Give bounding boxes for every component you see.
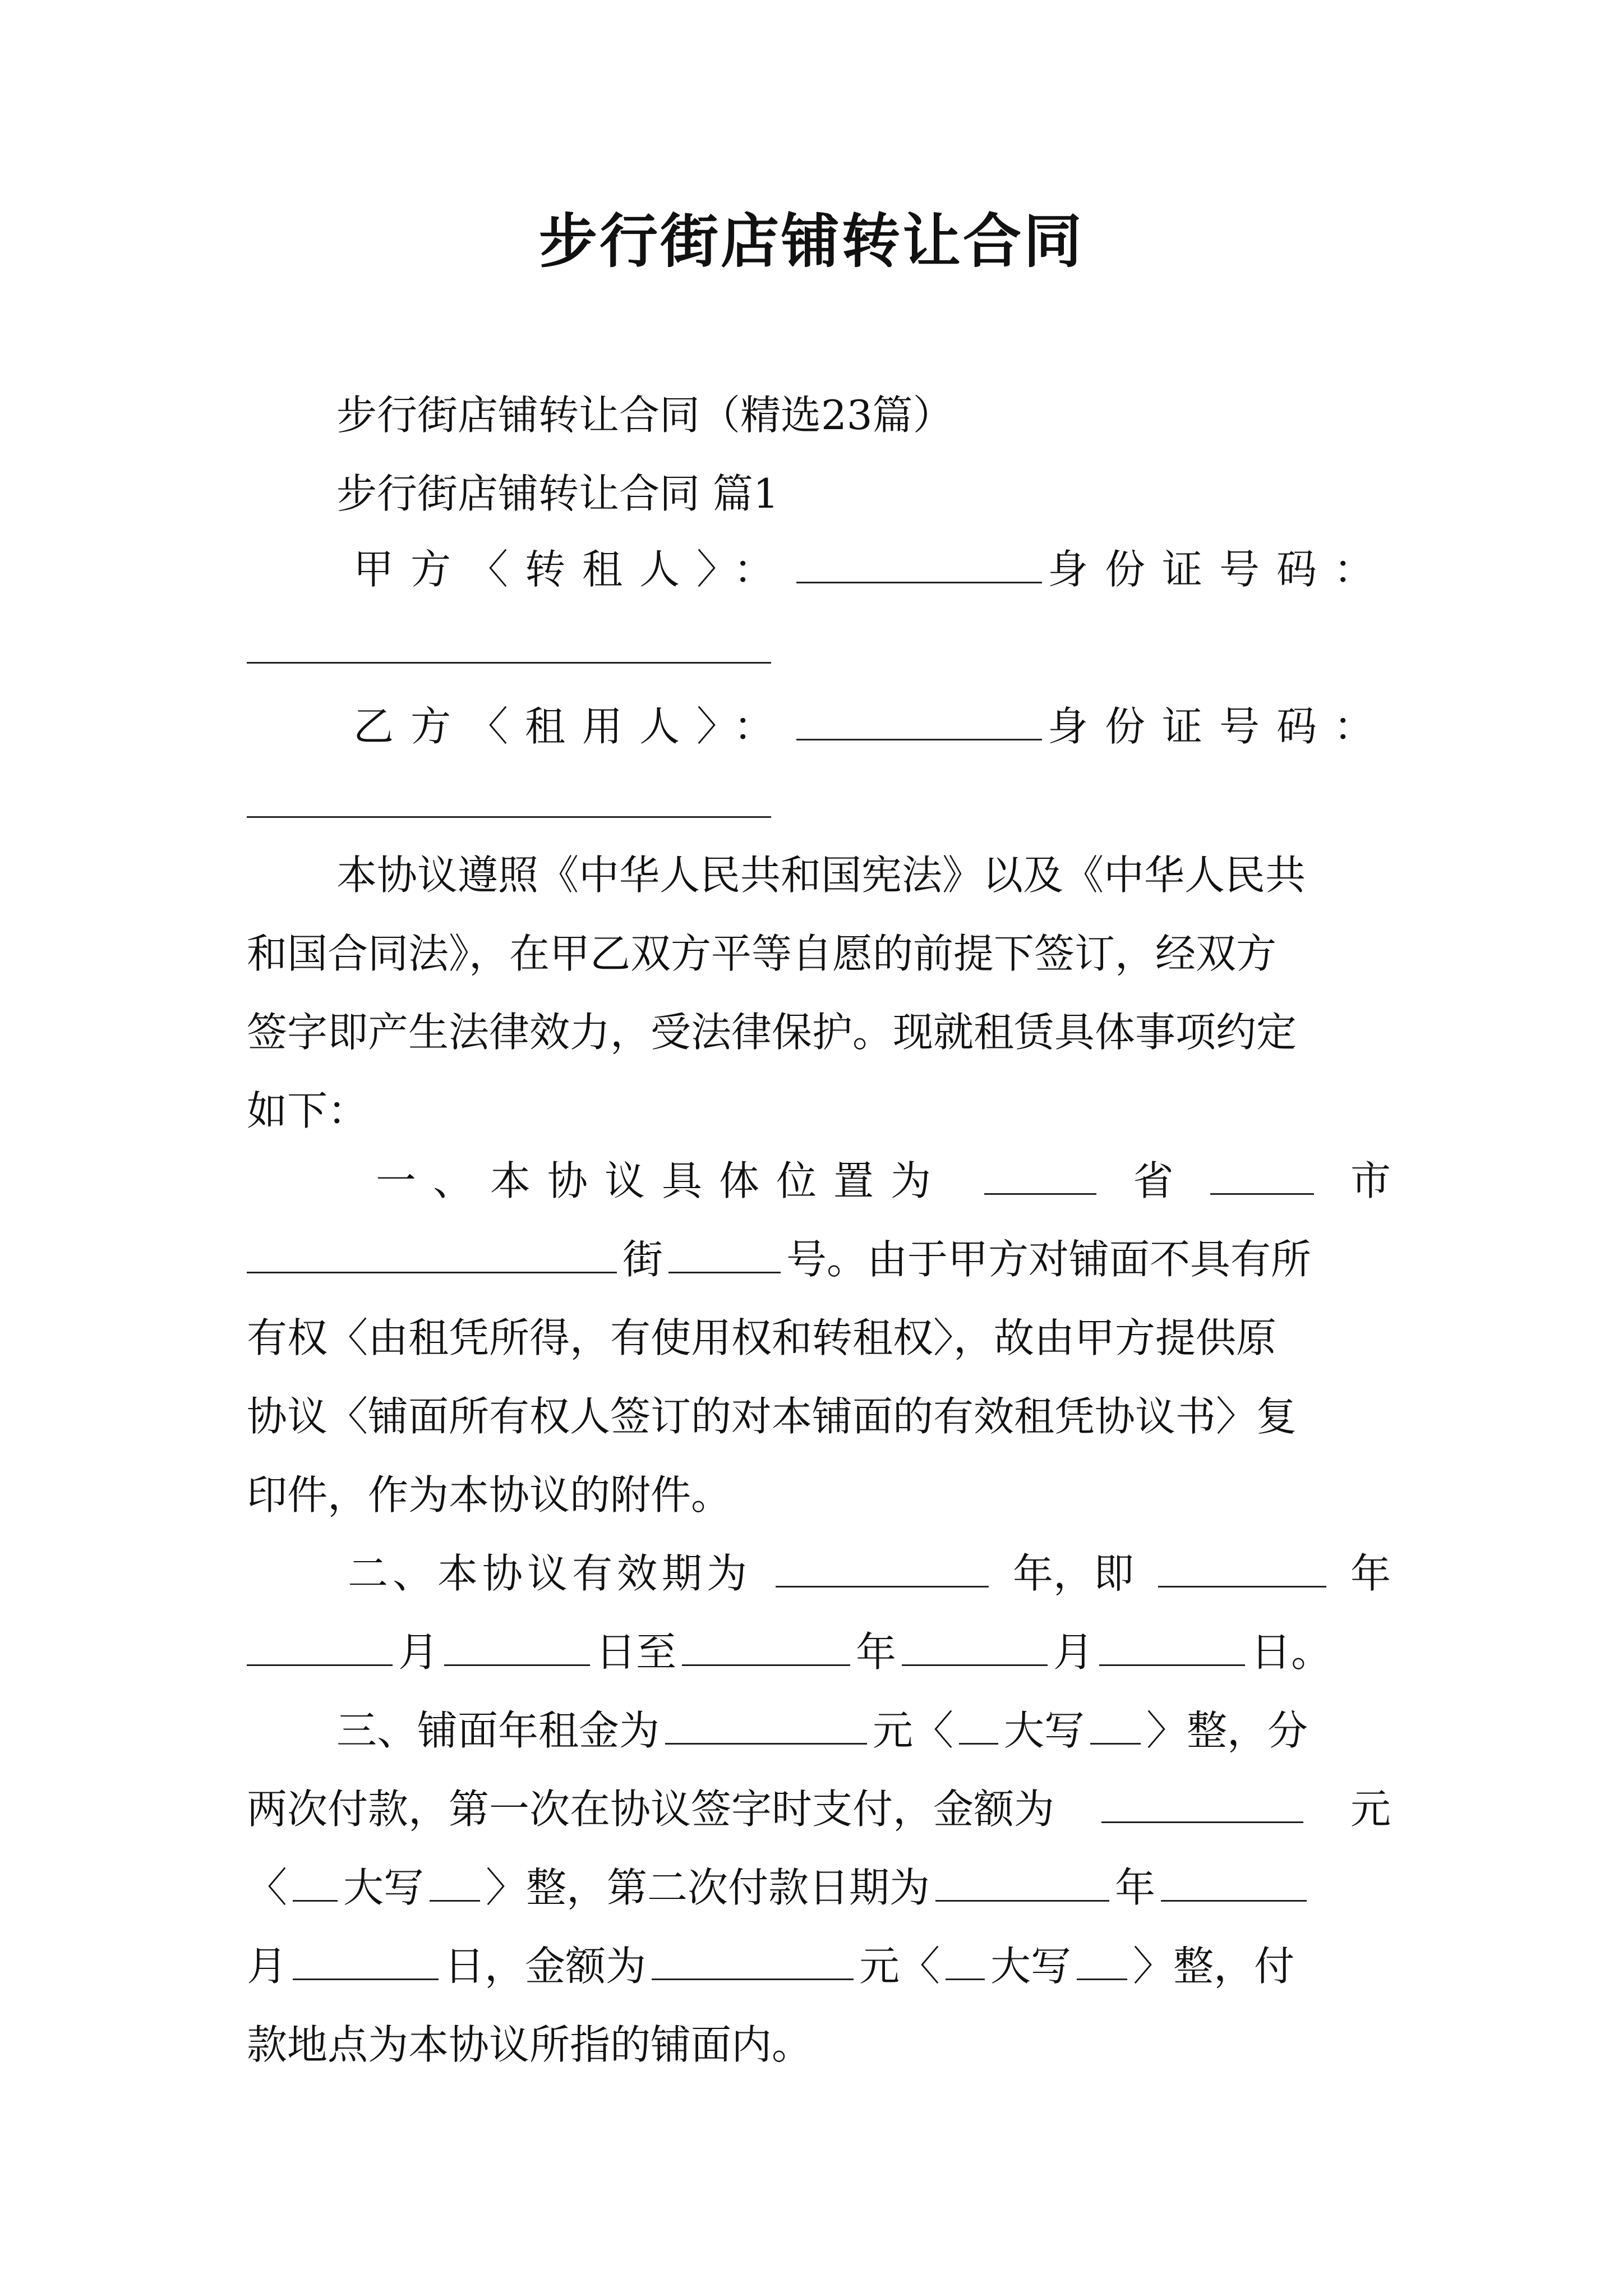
capital-blank-right: [430, 1860, 480, 1902]
party-b-label: 乙方〈租用人〉：: [353, 703, 791, 750]
party-a-line: [353, 530, 1391, 609]
section-3-text: 三、铺面年租金为: [336, 1707, 660, 1754]
paragraph-line: 款地点为本协议所指的铺面内。: [247, 2021, 813, 2068]
party-a-name-blank: [796, 541, 1042, 583]
section-2-text: 年，即: [1012, 1550, 1134, 1597]
start-month-blank: [247, 1624, 393, 1666]
section-3-text: 〉整，分: [1146, 1707, 1308, 1754]
city-label: 市: [1350, 1157, 1391, 1204]
section-2-line: [348, 1534, 1391, 1613]
city-blank: [1210, 1153, 1314, 1195]
paragraph-line: 签字即产生法律效力，受法律保护。现就租赁具体事项约定: [247, 1009, 1297, 1056]
capital-label: 大写: [1004, 1707, 1085, 1754]
year-label: 年: [1115, 1864, 1156, 1911]
term-years-blank: [776, 1545, 989, 1588]
party-a-id-blank: [247, 662, 771, 664]
end-month-blank: [902, 1624, 1048, 1666]
capital-blank-left: [293, 1860, 338, 1902]
capital-blank-right: [1077, 1938, 1127, 1980]
street-label: 街: [623, 1236, 663, 1283]
second-payment-blank: [652, 1938, 854, 1980]
capital-blank-left: [946, 1938, 985, 1980]
article-heading: 步行街店铺转让合同 篇1: [336, 470, 779, 517]
year-label: 年: [1350, 1550, 1391, 1597]
document-title: 步行街店铺转让合同: [538, 206, 1084, 275]
annual-rent-blank: [665, 1703, 867, 1745]
province-label: 省: [1133, 1157, 1174, 1204]
yuan-label: 元〈: [859, 1943, 940, 1990]
bracket-label: 〈: [247, 1864, 288, 1911]
day-to-label: 日至: [596, 1628, 677, 1676]
section-3-text: 两次付款，第一次在协议签字时支付，金额为: [247, 1786, 1055, 1833]
section-1-line-2: [247, 1220, 1391, 1299]
capital-label: 大写: [343, 1864, 425, 1911]
month-label: 月: [247, 1943, 288, 1990]
section-1-text: 号。由于甲方对铺面不具有所: [786, 1236, 1312, 1283]
street-blank: [247, 1231, 617, 1273]
second-payment-year-blank: [935, 1860, 1109, 1902]
month-label: 月: [398, 1628, 439, 1676]
section-2-text: 二、本协议有效期为: [348, 1550, 752, 1597]
end-year-blank: [682, 1624, 850, 1666]
party-b-id-blank: [247, 816, 771, 818]
section-2-line-2: [247, 1613, 1391, 1691]
number-blank: [668, 1231, 781, 1273]
section-3-text: 〉整，第二次付款日期为: [486, 1864, 930, 1911]
party-b-name-blank: [796, 698, 1042, 740]
section-3-line-2: [247, 1770, 1391, 1848]
party-a-label: 甲方〈转租人〉：: [353, 546, 791, 593]
year-label: 年: [856, 1628, 897, 1676]
first-payment-blank: [1101, 1781, 1303, 1823]
second-payment-month-blank: [1161, 1860, 1307, 1902]
capital-label: 大写: [990, 1943, 1072, 1990]
paragraph-line: 有权〈由租凭所得，有使用权和转租权〉，故由甲方提供原: [247, 1314, 1277, 1361]
paragraph-line: 和国合同法》，在甲乙双方平等自愿的前提下签订，经双方: [247, 930, 1277, 977]
party-b-id-label: 身份证号码：: [1047, 703, 1391, 750]
section-1-text: 一、本协议具体位置为: [376, 1157, 948, 1204]
month-label: 月: [1053, 1628, 1094, 1676]
capital-blank-right: [1090, 1703, 1141, 1745]
province-blank: [984, 1153, 1096, 1195]
section-3-text: 〉整，付: [1133, 1943, 1295, 1990]
end-day-blank: [1099, 1624, 1245, 1666]
paragraph-line: 协议〈铺面所有权人签订的对本铺面的有效租凭协议书〉复: [247, 1393, 1297, 1440]
yuan-label: 元: [1350, 1786, 1391, 1833]
paragraph-line: 本协议遵照《中华人民共和国宪法》以及《中华人民共: [336, 852, 1306, 899]
start-day-blank: [444, 1624, 590, 1666]
party-a-id-label: 身份证号码：: [1047, 546, 1391, 593]
section-3-line-3: [247, 1848, 1391, 1927]
capital-blank-left: [959, 1703, 998, 1745]
second-payment-day-blank: [293, 1938, 439, 1980]
section-3-line-4: [247, 1927, 1391, 2005]
paragraph-line: 如下：: [247, 1087, 368, 1134]
yuan-label: 元〈: [873, 1707, 954, 1754]
section-1-line: [376, 1142, 1391, 1220]
section-3-text: 日，金额为: [444, 1943, 647, 1990]
party-b-line: [353, 687, 1391, 766]
subtitle: 步行街店铺转让合同（精选23篇）: [336, 392, 953, 439]
paragraph-line: 印件，作为本协议的附件。: [247, 1471, 732, 1519]
section-3-line: [336, 1691, 1391, 1770]
start-year-blank: [1158, 1545, 1326, 1588]
day-label: 日。: [1251, 1628, 1332, 1676]
